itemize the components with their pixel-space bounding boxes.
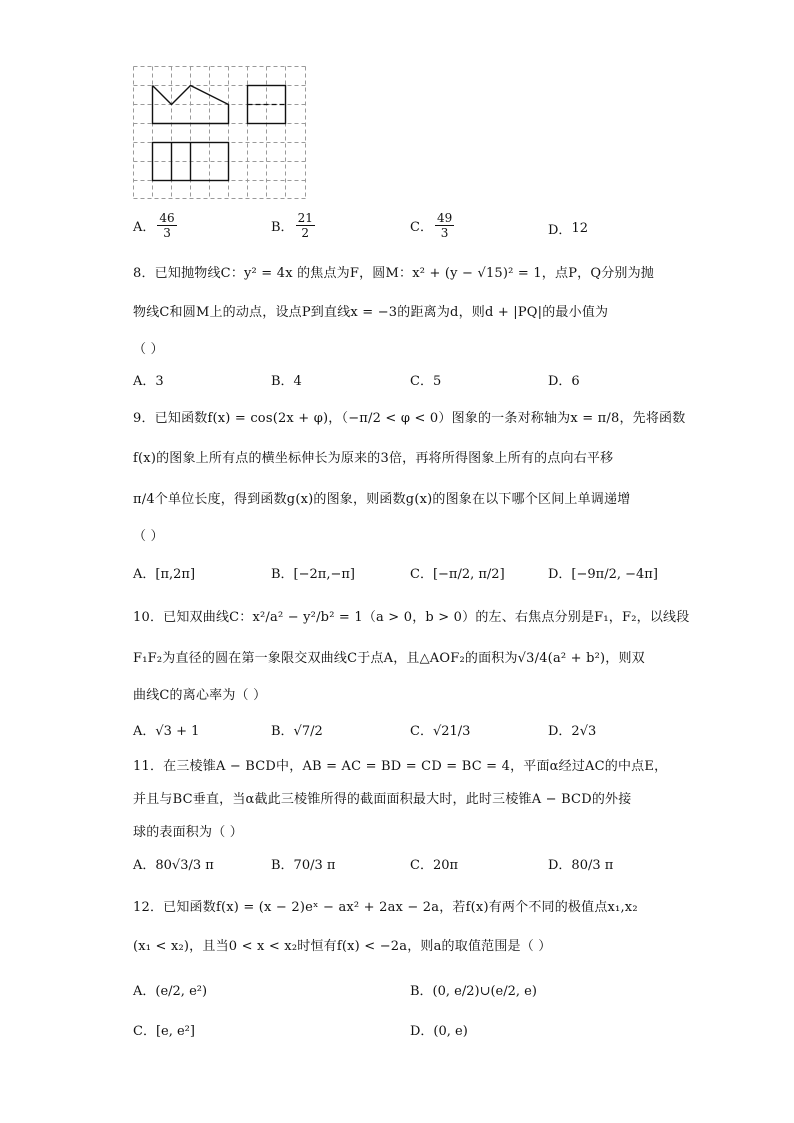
q9-option-d: D．[−9π/2, −4π] — [548, 567, 658, 582]
q7-option-b: B． $\frac{21}{2}$ — [271, 211, 313, 240]
q10-option-a: A．√3 + 1 — [133, 724, 200, 739]
q7-option-a: A． $\frac{46}{3}$ — [133, 211, 175, 240]
q9-option-b: B．[−2π,−π] — [271, 567, 355, 582]
q12-option-b: B．(0, e/2)∪(e/2, e) — [410, 984, 537, 999]
q11-option-d: D．80/3 π — [548, 858, 614, 873]
q9-line-4: （ ） — [133, 529, 164, 544]
q7-option-c: C． $\frac{49}{3}$ — [410, 211, 453, 240]
q10-option-c: C．√21/3 — [410, 724, 471, 739]
q11-line-3: 球的表面积为（ ） — [133, 825, 243, 840]
q8-option-d: D．6 — [548, 374, 580, 389]
q10-option-b: B．√7/2 — [271, 724, 323, 739]
three-view-figure — [133, 66, 306, 199]
q9-option-a: A．[π,2π] — [133, 567, 196, 582]
q11-option-b: B．70/3 π — [271, 858, 336, 873]
q8-option-c: C．5 — [410, 374, 442, 389]
q7-option-d: D． 12 — [548, 221, 588, 238]
q12-line-2: (x₁ < x₂)，且当0 < x < x₂时恒有f(x) < −2a，则a的取值范围是（ ） — [133, 939, 552, 954]
q8-option-b: B．4 — [271, 374, 302, 389]
q12-line-1: 12．已知函数f(x) = (x − 2)eˣ − ax² + 2ax − 2a，若f(x)有两个不同的极值点x₁,x₂ — [133, 900, 638, 915]
q8-option-a: A．3 — [133, 374, 164, 389]
q12-option-c: C．[e, e²] — [133, 1024, 195, 1039]
q10-line-1: 10．已知双曲线C：x²/a² − y²/b² = 1（a > 0，b > 0）的左、右焦点分别是F₁，F₂，以线段 — [133, 610, 690, 625]
q11-option-a: A．80√3/3 π — [133, 858, 214, 873]
q8-line-3: （ ） — [133, 342, 164, 357]
q10-line-3: 曲线C的离心率为（ ） — [133, 688, 267, 703]
q11-option-c: C．20π — [410, 858, 459, 873]
q12-option-a: A．(e/2, e²) — [133, 984, 208, 999]
q10-option-d: D．2√3 — [548, 724, 597, 739]
q8-line-1: 8．已知抛物线C：y² = 4x 的焦点为F，圆M：x² + (y − √15)² = 1，点P，Q分别为抛 — [133, 266, 655, 281]
q9-line-1: 9．已知函数f(x) = cos(2x + φ)，（−π/2 < φ < 0）图象的一条对称轴为x = π/8，先将函数 — [133, 411, 686, 426]
q8-line-2: 物线C和圆M上的动点，设点P到直线x = −3的距离为d，则d + |PQ|的最小值为 — [133, 305, 609, 320]
q9-line-3: π/4个单位长度，得到函数g(x)的图象，则函数g(x)的图象在以下哪个区间上单调递增 — [133, 492, 631, 507]
q9-line-2: f(x)的图象上所有点的横坐标伸长为原来的3倍，再将所得图象上所有的点向右平移 — [133, 451, 614, 466]
q10-line-2: F₁F₂为直径的圆在第一象限交双曲线C于点A，且△AOF₂的面积为√3/4(a² + b²)，则双 — [133, 651, 645, 666]
q12-option-d: D．(0, e) — [410, 1024, 468, 1039]
q9-option-c: C．[−π/2, π/2] — [410, 567, 505, 582]
q11-line-2: 并且与BC垂直，当α截此三棱锥所得的截面面积最大时，此时三棱锥A − BCD的外接 — [133, 792, 632, 807]
q11-line-1: 11．在三棱锥A − BCD中，AB = AC = BD = CD = BC = 4，平面α经过AC的中点E， — [133, 759, 668, 774]
